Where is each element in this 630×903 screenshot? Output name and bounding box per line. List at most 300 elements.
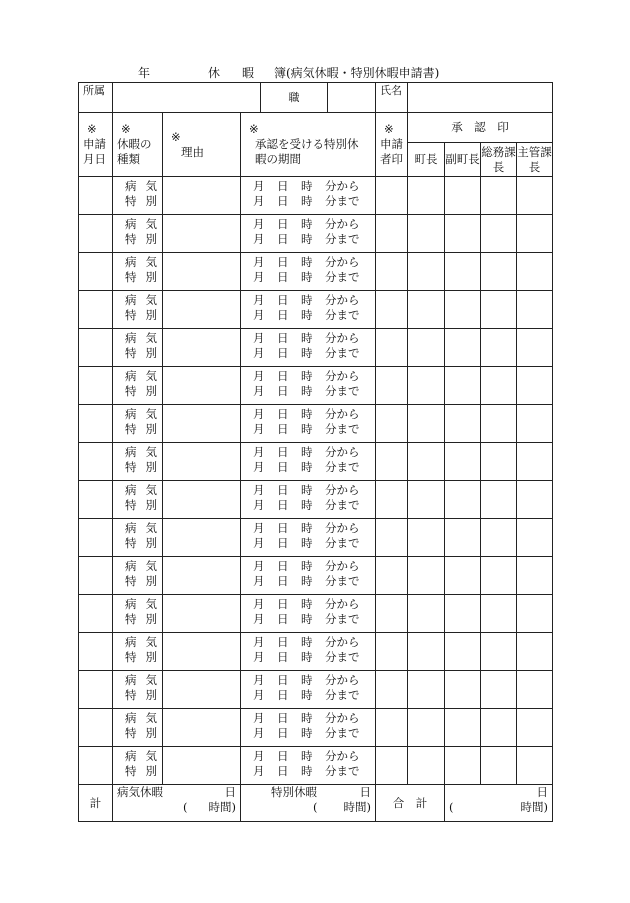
special-char-2: 別 xyxy=(145,688,157,702)
app-date-cell[interactable] xyxy=(79,747,113,785)
sick-char-2: 気 xyxy=(145,635,157,649)
applicant-seal-cell[interactable] xyxy=(376,291,408,329)
deputy-mayor-seal-cell[interactable] xyxy=(445,215,481,253)
period-cell[interactable] xyxy=(241,595,376,633)
name-label: 氏名 xyxy=(376,83,408,113)
app-date-cell[interactable] xyxy=(79,519,113,557)
leave-type-cell[interactable] xyxy=(113,177,163,215)
day-label: 日 xyxy=(277,293,289,307)
app-date-cell[interactable] xyxy=(79,329,113,367)
sick-hours: 時間) xyxy=(208,800,236,814)
reason-cell[interactable] xyxy=(163,633,241,671)
special-leave-label: 特別休暇 xyxy=(271,785,317,799)
leave-type-cell[interactable] xyxy=(113,595,163,633)
chief-seal-cell[interactable] xyxy=(517,215,553,253)
sick-char-2: 気 xyxy=(145,369,157,383)
month-label: 月 xyxy=(253,369,265,383)
sick-char-2: 気 xyxy=(145,483,157,497)
period-cell[interactable] xyxy=(241,671,376,709)
mark-1: ※ xyxy=(87,122,97,136)
chief-seal-cell[interactable] xyxy=(517,709,553,747)
app-date-cell[interactable] xyxy=(79,215,113,253)
special-char-2: 別 xyxy=(145,232,157,246)
app-date-cell[interactable] xyxy=(79,557,113,595)
deputy-mayor-seal-cell[interactable] xyxy=(445,367,481,405)
day-label: 日 xyxy=(277,612,289,626)
period-label-1: 承認を受ける特別休 xyxy=(255,137,359,151)
reason-cell[interactable] xyxy=(163,367,241,405)
period-cell[interactable] xyxy=(241,481,376,519)
leave-type-cell[interactable] xyxy=(113,709,163,747)
leave-type-cell[interactable] xyxy=(113,633,163,671)
reason-cell[interactable] xyxy=(163,329,241,367)
day-label: 日 xyxy=(277,194,289,208)
general-affairs-seal-cell[interactable] xyxy=(481,671,517,709)
period-cell[interactable] xyxy=(241,177,376,215)
chief-seal-cell[interactable] xyxy=(517,747,553,785)
totals-row xyxy=(79,785,553,822)
mayor-seal-cell[interactable] xyxy=(408,747,445,785)
general-affairs-seal-cell[interactable] xyxy=(481,215,517,253)
month-label: 月 xyxy=(253,445,265,459)
table-row xyxy=(79,291,553,329)
hour-label: 時 xyxy=(301,536,313,550)
from-label: 分から xyxy=(325,635,360,649)
hour-label: 時 xyxy=(301,483,313,497)
general-affairs-seal-cell[interactable] xyxy=(481,633,517,671)
until-label: 分まで xyxy=(325,270,360,284)
day-label: 日 xyxy=(277,521,289,535)
position-label: 職 xyxy=(261,83,328,113)
until-label: 分まで xyxy=(325,536,360,550)
leave-type-cell[interactable] xyxy=(113,747,163,785)
from-label: 分から xyxy=(325,483,360,497)
day-label: 日 xyxy=(277,308,289,322)
reason-cell[interactable] xyxy=(163,557,241,595)
month-label: 月 xyxy=(253,726,265,740)
month-label: 月 xyxy=(253,559,265,573)
applicant-seal-header xyxy=(376,113,408,177)
reason-cell[interactable] xyxy=(163,709,241,747)
general-affairs-seal-cell[interactable] xyxy=(481,519,517,557)
table-row xyxy=(79,367,553,405)
sick-char-1: 病 xyxy=(125,331,137,345)
period-cell[interactable] xyxy=(241,633,376,671)
from-label: 分から xyxy=(325,179,360,193)
leave-type-cell[interactable] xyxy=(113,215,163,253)
applicant-seal-cell[interactable] xyxy=(376,633,408,671)
deputy-mayor-seal-cell[interactable] xyxy=(445,633,481,671)
day-label: 日 xyxy=(277,179,289,193)
hour-label: 時 xyxy=(301,597,313,611)
day-label: 日 xyxy=(277,217,289,231)
reason-cell[interactable] xyxy=(163,253,241,291)
period-cell[interactable] xyxy=(241,291,376,329)
period-cell[interactable] xyxy=(241,557,376,595)
reason-cell[interactable] xyxy=(163,481,241,519)
mayor-seal-cell[interactable] xyxy=(408,367,445,405)
mayor-seal-cell[interactable] xyxy=(408,329,445,367)
until-label: 分まで xyxy=(325,688,360,702)
hour-label: 時 xyxy=(301,331,313,345)
sick-char-2: 気 xyxy=(145,407,157,421)
special-char-1: 特 xyxy=(125,232,137,246)
period-cell[interactable] xyxy=(241,215,376,253)
hour-label: 時 xyxy=(301,559,313,573)
mayor-seal-cell[interactable] xyxy=(408,709,445,747)
chief-seal-cell[interactable] xyxy=(517,557,553,595)
chief-seal-cell[interactable] xyxy=(517,253,553,291)
leave-type-cell[interactable] xyxy=(113,405,163,443)
special-char-1: 特 xyxy=(125,422,137,436)
day-label: 日 xyxy=(277,346,289,360)
general-affairs-seal-cell[interactable] xyxy=(481,709,517,747)
grand-total-label: 合 計 xyxy=(376,785,445,822)
mayor-seal-cell[interactable] xyxy=(408,443,445,481)
from-label: 分から xyxy=(325,521,360,535)
sick-char-2: 気 xyxy=(145,179,157,193)
position-field[interactable] xyxy=(328,83,376,113)
leave-type-cell[interactable] xyxy=(113,329,163,367)
deputy-mayor-seal-cell[interactable] xyxy=(445,177,481,215)
until-label: 分まで xyxy=(325,232,360,246)
period-cell[interactable] xyxy=(241,367,376,405)
sick-char-1: 病 xyxy=(125,521,137,535)
sick-char-1: 病 xyxy=(125,483,137,497)
leave-type-cell[interactable] xyxy=(113,367,163,405)
reason-cell[interactable] xyxy=(163,671,241,709)
day-label: 日 xyxy=(277,232,289,246)
applicant-seal-cell[interactable] xyxy=(376,671,408,709)
app-date-cell[interactable] xyxy=(79,595,113,633)
from-label: 分から xyxy=(325,407,360,421)
deputy-mayor-seal-cell[interactable] xyxy=(445,405,481,443)
sick-char-2: 気 xyxy=(145,521,157,535)
sick-char-1: 病 xyxy=(125,445,137,459)
applicant-seal-cell[interactable] xyxy=(376,747,408,785)
special-day-unit: 日 xyxy=(359,785,372,799)
sick-char-2: 気 xyxy=(145,217,157,231)
deputy-mayor-seal-cell[interactable] xyxy=(445,595,481,633)
applicant-seal-label: 申請者印 xyxy=(380,137,404,166)
table-row xyxy=(79,747,553,785)
general-affairs-header: 総務課長 xyxy=(481,143,517,177)
month-label: 月 xyxy=(253,407,265,421)
applicant-seal-cell[interactable] xyxy=(376,329,408,367)
applicant-seal-cell[interactable] xyxy=(376,405,408,443)
app-date-cell[interactable] xyxy=(79,481,113,519)
deputy-mayor-seal-cell[interactable] xyxy=(445,557,481,595)
deputy-mayor-seal-cell[interactable] xyxy=(445,443,481,481)
sick-char-2: 気 xyxy=(145,559,157,573)
month-label: 月 xyxy=(253,574,265,588)
special-char-2: 別 xyxy=(145,498,157,512)
hour-label: 時 xyxy=(301,445,313,459)
grand-hours: 時間) xyxy=(520,800,549,814)
mayor-seal-cell[interactable] xyxy=(408,595,445,633)
month-label: 月 xyxy=(253,749,265,763)
from-label: 分から xyxy=(325,597,360,611)
affiliation-field[interactable] xyxy=(113,83,261,113)
chief-seal-cell[interactable] xyxy=(517,633,553,671)
deputy-mayor-seal-cell[interactable] xyxy=(445,709,481,747)
table-row xyxy=(79,519,553,557)
mark-4: ※ xyxy=(249,122,259,136)
sick-char-1: 病 xyxy=(125,597,137,611)
applicant-seal-cell[interactable] xyxy=(376,557,408,595)
mark-3: ※ xyxy=(171,129,181,144)
sick-char-1: 病 xyxy=(125,559,137,573)
period-cell[interactable] xyxy=(241,329,376,367)
chief-seal-cell[interactable] xyxy=(517,177,553,215)
mayor-seal-cell[interactable] xyxy=(408,405,445,443)
table-row xyxy=(79,443,553,481)
chief-seal-cell[interactable] xyxy=(517,595,553,633)
month-label: 月 xyxy=(253,483,265,497)
applicant-seal-cell[interactable] xyxy=(376,443,408,481)
app-date-cell[interactable] xyxy=(79,253,113,291)
special-char-2: 別 xyxy=(145,574,157,588)
until-label: 分まで xyxy=(325,726,360,740)
hour-label: 時 xyxy=(301,749,313,763)
reason-cell[interactable] xyxy=(163,519,241,557)
hour-label: 時 xyxy=(301,346,313,360)
mayor-seal-cell[interactable] xyxy=(408,557,445,595)
until-label: 分まで xyxy=(325,460,360,474)
month-label: 月 xyxy=(253,498,265,512)
sick-paren: ( xyxy=(183,800,188,814)
general-affairs-seal-cell[interactable] xyxy=(481,329,517,367)
special-char-2: 別 xyxy=(145,308,157,322)
app-date-label: 申請月日 xyxy=(83,137,106,166)
chief-seal-cell[interactable] xyxy=(517,481,553,519)
deputy-mayor-seal-cell[interactable] xyxy=(445,481,481,519)
general-affairs-seal-cell[interactable] xyxy=(481,595,517,633)
day-label: 日 xyxy=(277,498,289,512)
hour-label: 時 xyxy=(301,574,313,588)
day-label: 日 xyxy=(277,688,289,702)
name-field[interactable] xyxy=(408,83,553,113)
general-affairs-seal-cell[interactable] xyxy=(481,405,517,443)
mayor-seal-cell[interactable] xyxy=(408,481,445,519)
month-label: 月 xyxy=(253,536,265,550)
sick-char-1: 病 xyxy=(125,673,137,687)
reason-cell[interactable] xyxy=(163,405,241,443)
month-label: 月 xyxy=(253,346,265,360)
table-row xyxy=(79,633,553,671)
hour-label: 時 xyxy=(301,635,313,649)
day-label: 日 xyxy=(277,445,289,459)
leave-type-cell[interactable] xyxy=(113,481,163,519)
day-label: 日 xyxy=(277,483,289,497)
special-hours: 時間) xyxy=(343,800,372,814)
mark-2: ※ xyxy=(121,122,131,136)
month-label: 月 xyxy=(253,650,265,664)
reason-cell[interactable] xyxy=(163,291,241,329)
leave-register-table xyxy=(78,82,553,822)
table-row xyxy=(79,671,553,709)
from-label: 分から xyxy=(325,559,360,573)
from-label: 分から xyxy=(325,293,360,307)
from-label: 分から xyxy=(325,673,360,687)
chief-seal-cell[interactable] xyxy=(517,367,553,405)
day-label: 日 xyxy=(277,407,289,421)
app-date-cell[interactable] xyxy=(79,177,113,215)
chief-header: 主管課長 xyxy=(517,143,553,177)
leave-type-cell[interactable] xyxy=(113,519,163,557)
special-char-2: 別 xyxy=(145,612,157,626)
sick-total-cell xyxy=(113,785,241,822)
special-char-2: 別 xyxy=(145,346,157,360)
from-label: 分から xyxy=(325,369,360,383)
special-char-1: 特 xyxy=(125,384,137,398)
leave-type-cell[interactable] xyxy=(113,253,163,291)
mayor-seal-cell[interactable] xyxy=(408,253,445,291)
day-label: 日 xyxy=(277,255,289,269)
mayor-seal-cell[interactable] xyxy=(408,671,445,709)
hour-label: 時 xyxy=(301,460,313,474)
sick-leave-label: 病気休暇 xyxy=(117,785,163,799)
grand-total-cell xyxy=(445,785,553,822)
day-label: 日 xyxy=(277,369,289,383)
day-label: 日 xyxy=(277,764,289,778)
deputy-mayor-seal-cell[interactable] xyxy=(445,671,481,709)
chief-seal-cell[interactable] xyxy=(517,671,553,709)
reason-cell[interactable] xyxy=(163,177,241,215)
applicant-seal-cell[interactable] xyxy=(376,215,408,253)
hour-label: 時 xyxy=(301,764,313,778)
general-affairs-seal-cell[interactable] xyxy=(481,557,517,595)
general-affairs-seal-cell[interactable] xyxy=(481,747,517,785)
reason-cell[interactable] xyxy=(163,443,241,481)
period-cell[interactable] xyxy=(241,747,376,785)
reason-cell[interactable] xyxy=(163,215,241,253)
mayor-seal-cell[interactable] xyxy=(408,633,445,671)
reason-cell[interactable] xyxy=(163,747,241,785)
special-char-1: 特 xyxy=(125,764,137,778)
app-date-cell[interactable] xyxy=(79,367,113,405)
until-label: 分まで xyxy=(325,574,360,588)
leave-type-cell[interactable] xyxy=(113,291,163,329)
period-cell[interactable] xyxy=(241,709,376,747)
until-label: 分まで xyxy=(325,308,360,322)
app-date-cell[interactable] xyxy=(79,671,113,709)
special-char-1: 特 xyxy=(125,726,137,740)
deputy-mayor-seal-cell[interactable] xyxy=(445,329,481,367)
day-label: 日 xyxy=(277,726,289,740)
general-affairs-seal-cell[interactable] xyxy=(481,481,517,519)
mayor-seal-cell[interactable] xyxy=(408,215,445,253)
sick-char-1: 病 xyxy=(125,711,137,725)
deputy-mayor-seal-cell[interactable] xyxy=(445,747,481,785)
table-row xyxy=(79,215,553,253)
period-cell[interactable] xyxy=(241,253,376,291)
app-date-cell[interactable] xyxy=(79,633,113,671)
mayor-seal-cell[interactable] xyxy=(408,519,445,557)
chief-seal-cell[interactable] xyxy=(517,443,553,481)
general-affairs-seal-cell[interactable] xyxy=(481,443,517,481)
general-affairs-seal-cell[interactable] xyxy=(481,367,517,405)
special-char-1: 特 xyxy=(125,688,137,702)
app-date-cell[interactable] xyxy=(79,443,113,481)
sick-char-1: 病 xyxy=(125,217,137,231)
day-label: 日 xyxy=(277,384,289,398)
applicant-seal-cell[interactable] xyxy=(376,595,408,633)
period-header xyxy=(241,113,376,177)
special-char-2: 別 xyxy=(145,194,157,208)
special-char-2: 別 xyxy=(145,726,157,740)
chief-seal-cell[interactable] xyxy=(517,329,553,367)
period-cell[interactable] xyxy=(241,443,376,481)
hour-label: 時 xyxy=(301,194,313,208)
app-date-cell[interactable] xyxy=(79,405,113,443)
from-label: 分から xyxy=(325,749,360,763)
leave-type-header xyxy=(113,113,163,177)
mayor-seal-cell[interactable] xyxy=(408,291,445,329)
period-cell[interactable] xyxy=(241,519,376,557)
until-label: 分まで xyxy=(325,384,360,398)
reason-cell[interactable] xyxy=(163,595,241,633)
hour-label: 時 xyxy=(301,308,313,322)
deputy-mayor-seal-cell[interactable] xyxy=(445,291,481,329)
applicant-seal-cell[interactable] xyxy=(376,253,408,291)
sick-char-2: 気 xyxy=(145,597,157,611)
reason-label: 理由 xyxy=(181,144,204,159)
chief-seal-cell[interactable] xyxy=(517,519,553,557)
table-row xyxy=(79,253,553,291)
applicant-seal-cell[interactable] xyxy=(376,519,408,557)
sick-day-unit: 日 xyxy=(224,785,236,799)
deputy-mayor-seal-cell[interactable] xyxy=(445,253,481,291)
approval-header: 承 認 印 xyxy=(408,113,553,143)
special-paren: ( xyxy=(313,800,318,814)
special-char-1: 特 xyxy=(125,650,137,664)
deputy-mayor-header: 副町長 xyxy=(445,143,481,177)
info-row xyxy=(79,83,553,113)
month-label: 月 xyxy=(253,764,265,778)
leave-type-cell[interactable] xyxy=(113,671,163,709)
applicant-seal-cell[interactable] xyxy=(376,481,408,519)
month-label: 月 xyxy=(253,194,265,208)
day-label: 日 xyxy=(277,331,289,345)
deputy-mayor-seal-cell[interactable] xyxy=(445,519,481,557)
special-char-1: 特 xyxy=(125,346,137,360)
leave-type-cell[interactable] xyxy=(113,443,163,481)
title-char-1: 休 xyxy=(208,66,221,80)
app-date-cell[interactable] xyxy=(79,709,113,747)
hour-label: 時 xyxy=(301,384,313,398)
chief-seal-cell[interactable] xyxy=(517,291,553,329)
general-affairs-seal-cell[interactable] xyxy=(481,253,517,291)
hour-label: 時 xyxy=(301,612,313,626)
sick-char-1: 病 xyxy=(125,255,137,269)
chief-seal-cell[interactable] xyxy=(517,405,553,443)
applicant-seal-cell[interactable] xyxy=(376,367,408,405)
sick-char-1: 病 xyxy=(125,407,137,421)
app-date-cell[interactable] xyxy=(79,291,113,329)
applicant-seal-cell[interactable] xyxy=(376,177,408,215)
general-affairs-seal-cell[interactable] xyxy=(481,177,517,215)
month-label: 月 xyxy=(253,384,265,398)
applicant-seal-cell[interactable] xyxy=(376,709,408,747)
hour-label: 時 xyxy=(301,407,313,421)
leave-type-cell[interactable] xyxy=(113,557,163,595)
special-char-2: 別 xyxy=(145,536,157,550)
special-char-1: 特 xyxy=(125,270,137,284)
mayor-seal-cell[interactable] xyxy=(408,177,445,215)
period-cell[interactable] xyxy=(241,405,376,443)
general-affairs-seal-cell[interactable] xyxy=(481,291,517,329)
